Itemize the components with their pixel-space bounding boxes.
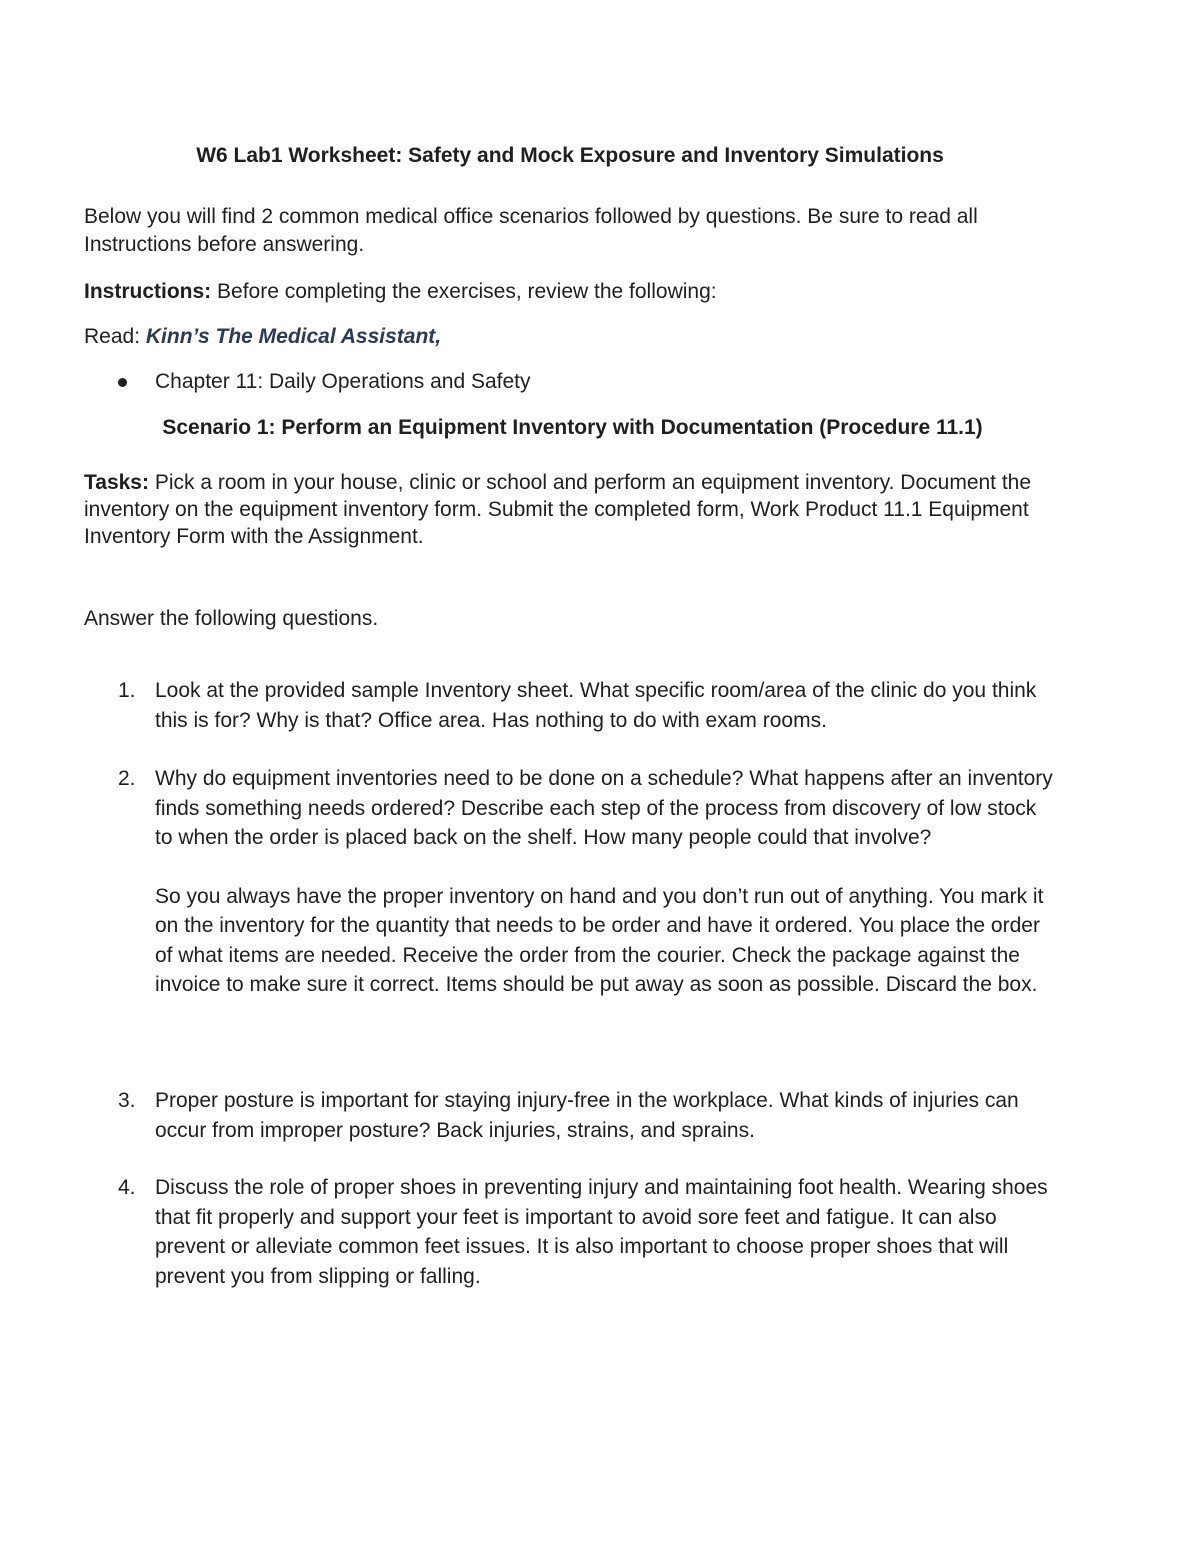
question-text: Proper posture is important for staying injury-free in the workplace. What kinds of injuries can occur from improper posture? Back injuries, strains, and sprains. [155,1089,1019,1142]
question-4 [118,1173,1058,1291]
question-number: 2. [118,767,136,790]
bullet-icon [118,378,127,387]
question-number: 1. [118,679,136,702]
question-1 [118,676,1058,735]
tasks-text: Pick a room in your house, clinic or school and perform an equipment inventory. Document the inventory on the equipment inventory form. Submit the completed form, Work Product 11.1 Equipment Inventory Form with the Assignment. [84,471,1032,548]
question-text: Why do equipment inventories need to be done on a schedule? What happens after an inventory finds something needs ordered? Describe each step of the process from discovery of low stock to when the order is placed back on the shelf. How many people could that involve? [155,767,1053,849]
bullet-text: Chapter 11: Daily Operations and Safety [155,370,531,393]
read-label: Read: [84,325,146,348]
book-title: Kinn’s The Medical Assistant, [145,325,442,348]
question-3 [118,1086,1058,1145]
tasks-paragraph [84,469,1064,550]
instructions-label: Instructions: [84,280,212,303]
question-number: 3. [118,1089,136,1112]
intro-paragraph: Below you will find 2 common medical office scenarios followed by questions. Be sure to read all Instructions before answering. [84,205,978,256]
question-2 [118,764,1058,1000]
instructions-text: Before completing the exercises, review the following: [211,280,717,303]
answer-text: So you always have the proper inventory on hand and you don’t run out of anything. You mark it on the inventory for the quantity that needs to be order and have it ordered. You place the order of what items are needed. Receive the order from the courier. Check the package against the invoice to make sure it correct. Items should be put away as soon as possible. Discard the box. [155,884,1044,996]
question-text: Discuss the role of proper shoes in preventing injury and maintaining foot health. Wearing shoes that fit properly and support your feet is important to avoid sore feet and fatigue. It can also prevent or alleviate common feet issues. It is also important to choose proper shoes that will prevent you from slipping or falling. [155,1176,1048,1288]
scenario-heading: Scenario 1: Perform an Equipment Inventory with Documentation (Procedure 11.1) [162,416,983,439]
question-number: 4. [118,1176,136,1199]
read-paragraph [84,323,1064,351]
instructions-paragraph [84,278,1064,306]
tasks-label: Tasks: [84,471,149,494]
question-text: Look at the provided sample Inventory sheet. What specific room/area of the clinic do you think this is for? Why is that? Office area. Has nothing to do with exam rooms. [155,679,1037,732]
answer-prompt: Answer the following questions. [84,607,379,630]
page-title: W6 Lab1 Worksheet: Safety and Mock Exposure and Inventory Simulations [196,144,944,167]
